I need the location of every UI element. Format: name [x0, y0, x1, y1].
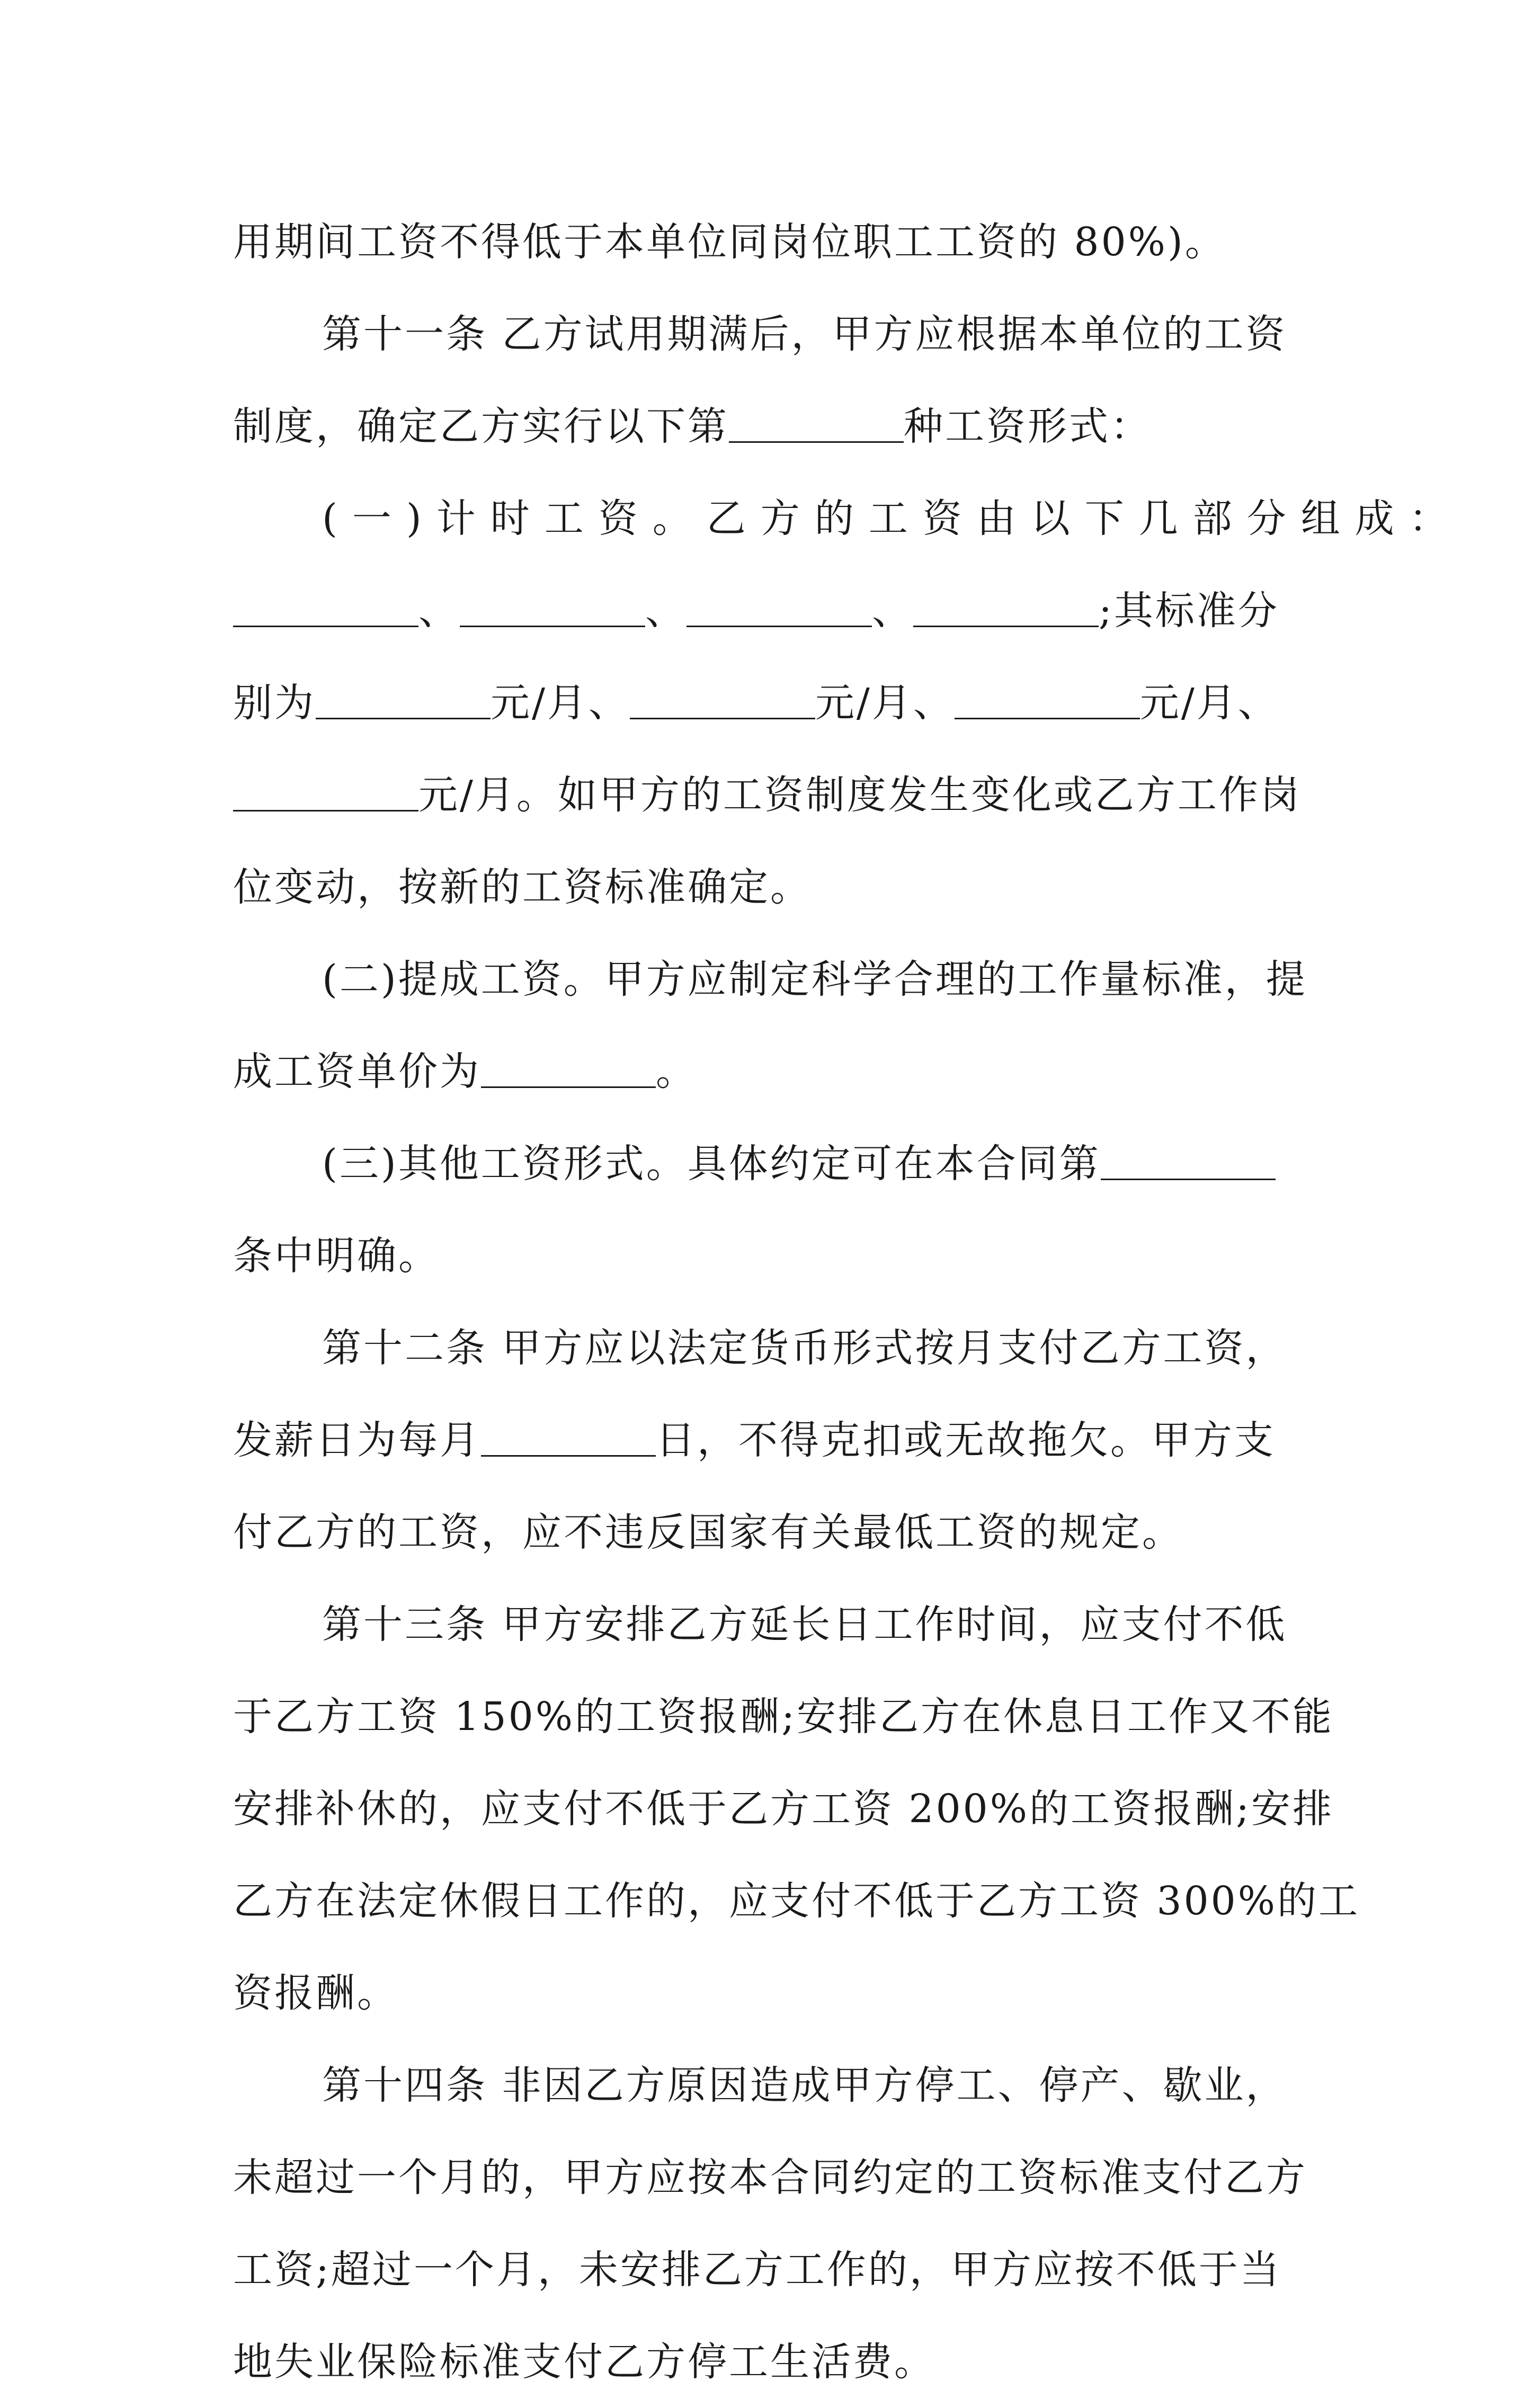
fill-in-blank	[481, 1047, 656, 1088]
text-run: 元/月、	[1139, 680, 1279, 726]
text-run: 工资;超过一个月，未安排乙方工作的，甲方应按不低于当	[233, 2247, 1281, 2293]
fill-in-blank	[913, 586, 1099, 627]
text-line	[233, 565, 1314, 657]
fill-in-blank	[955, 679, 1140, 719]
text-run: 发薪日为每月	[233, 1417, 481, 1463]
article-11-line	[233, 288, 1314, 380]
text-line	[233, 1486, 1314, 1578]
text-run: 。	[656, 1049, 697, 1094]
text-run: 日，不得克扣或无故拖欠。甲方支	[656, 1417, 1276, 1463]
fill-in-blank	[729, 402, 904, 443]
fill-in-blank	[630, 679, 815, 719]
text-line	[233, 749, 1314, 841]
text-line	[233, 2224, 1314, 2316]
text-run: 成工资单价为	[233, 1049, 481, 1094]
text-line	[233, 2316, 1314, 2408]
text-run: 第十一条 乙方试用期满后，甲方应根据本单位的工资	[322, 311, 1287, 357]
document-page	[233, 196, 1463, 2408]
clause-1-line	[233, 472, 1463, 565]
fill-in-blank	[233, 771, 418, 811]
fill-in-blank	[481, 1416, 656, 1457]
text-run: 种工资形式：	[904, 404, 1152, 449]
text-line	[233, 1763, 1334, 1855]
text-run: (三)其他工资形式。具体约定可在本合同第	[322, 1141, 1101, 1187]
text-line	[233, 1394, 1314, 1486]
text-run: 、	[872, 588, 913, 634]
fill-in-blank	[687, 586, 872, 627]
text-run: 第十二条 甲方应以法定货币形式按月支付乙方工资，	[322, 1325, 1287, 1371]
text-run: 于乙方工资 150%的工资报酬;安排乙方在休息日工作又不能	[233, 1694, 1334, 1740]
text-run: 元/月、	[491, 680, 630, 726]
text-run: 付乙方的工资，应不违反国家有关最低工资的规定。	[233, 1510, 1183, 1555]
fill-in-blank	[316, 679, 491, 719]
text-run: 资报酬。	[233, 1970, 398, 2016]
fill-in-blank	[1101, 1139, 1276, 1180]
text-run: (一)计时工资。乙方的工资由以下几部分组成：	[322, 496, 1463, 541]
text-run: 元/月。如甲方的工资制度发生变化或乙方工作岗	[418, 772, 1302, 818]
text-run: 地失业保险标准支付乙方停工生活费。	[233, 2339, 935, 2385]
text-run: 乙方在法定休假日工作的，应支付不低于乙方工资 300%的工	[233, 1878, 1360, 1924]
text-run: 位变动，按新的工资标准确定。	[233, 864, 812, 910]
text-run: 制度，确定乙方实行以下第	[233, 404, 729, 449]
article-14-line	[233, 2039, 1314, 2131]
article-12-line	[233, 1302, 1314, 1394]
text-line	[233, 1025, 1314, 1118]
text-line	[233, 196, 1314, 288]
clause-3-line	[233, 1118, 1314, 1210]
text-line	[233, 1210, 1314, 1302]
text-line	[233, 1947, 1314, 2039]
text-line	[233, 1671, 1334, 1763]
text-run: 用期间工资不得低于本单位同岗位职工工资的 80%)。	[233, 219, 1226, 265]
text-run: 元/月、	[815, 680, 955, 726]
text-run: 、	[645, 588, 687, 634]
text-run: 未超过一个月的，甲方应按本合同约定的工资标准支付乙方	[233, 2155, 1307, 2200]
text-run: 第十三条 甲方安排乙方延长日工作时间，应支付不低	[322, 1602, 1287, 1647]
text-run: 第十四条 非因乙方原因造成甲方停工、停产、歇业，	[322, 2063, 1287, 2108]
fill-in-blank	[460, 586, 645, 627]
text-run: 、	[418, 588, 460, 634]
text-line	[233, 657, 1314, 749]
text-line	[233, 2131, 1314, 2224]
text-run: ;其标准分	[1099, 588, 1279, 634]
text-run: 条中明确。	[233, 1233, 440, 1279]
text-run: 安排补休的，应支付不低于乙方工资 200%的工资报酬;安排	[233, 1786, 1334, 1832]
fill-in-blank	[233, 586, 418, 627]
article-13-line	[233, 1578, 1314, 1671]
text-line	[233, 841, 1314, 933]
text-line	[233, 380, 1314, 472]
clause-2-line	[233, 933, 1314, 1025]
text-run: (二)提成工资。甲方应制定科学合理的工作量标准，提	[322, 957, 1307, 1002]
text-line	[233, 1855, 1360, 1947]
text-run: 别为	[233, 680, 316, 726]
